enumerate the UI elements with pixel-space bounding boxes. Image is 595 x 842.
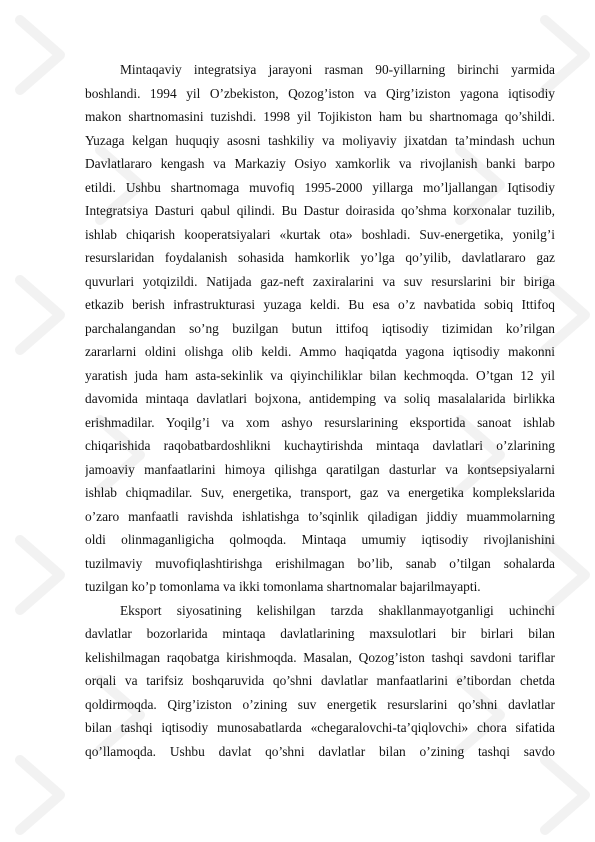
text-line: Yuzaga kelgan huquqiy asosni tashkiliy va moliyaviy jixatdan ta’mindash uchun [85,132,555,148]
text-line: jamoaviy manfaatlarini himoya qilishga qaratilgan dasturlar va kontsepsiyalarni [85,461,555,477]
text-line: kelishilmagan raqobatga kirishmoqda. Masalan, Qozog’iston tashqi savdoni tariflar [85,649,555,665]
text-line: etildi. Ushbu shartnomaga muvofiq 1995-2000 yillarga mo’ljallangan Iqtisodiy [85,179,555,195]
text-line: Eksport siyosatining kelishilgan tarzda shakllanmayotganligi uchinchi [120,602,555,618]
text-line: Davlatlararo kengash va Markaziy Osiyo xamkorlik va rivojlanish banki barpo [85,156,555,171]
text-line: davomida mintaqa davlatlari bojxona, antidemping va soliq masalalarida birlikka [85,391,555,406]
text-line: davlatlar bozorlarida mintaqa davlatlarining maxsulotlari bir birlari bilan [85,626,555,641]
paragraph [85,58,555,599]
text-line: qo’llamoqda. Ushbu davlat qo’shni davlatlar bilan o’zining tashqi savdo [85,743,555,759]
text-line: parchalangandan so’ng buzilgan butun ittifoq iqtisodiy tizimidan ko’rilgan [85,320,555,336]
text-line: orqali va tarifsiz boshqaruvida qo’shni davlatlar manfaatlarini e’tibordan chetda [85,673,555,688]
text-line: o’zaro manfaatli ravishda ishlatishga to’sqinlik qiladigan jiddiy muammolarning [85,508,555,524]
text-line: yaratish juda ham asta-sekinlik va qiyinchiliklar bilan kechmoqda. O’tgan 12 yil [85,367,555,383]
text-line: qoldirmoqda. Qirg’iziston o’zining suv energetik resurslarini qo’shni davlatlar [85,696,555,712]
paragraph [85,599,555,764]
text-line: erishmadilar. Yoqilg’i va xom ashyo resurslarining eksportida sanoat ishlab [85,414,555,430]
text-line: Mintaqaviy integratsiya jarayoni rasman 90-yillarning birinchi yarmida [120,62,555,77]
text-line: etkazib berish infrastrukturasi yuzaga keldi. Bu esa o’z navbatida sobiq Ittifoq [85,297,555,312]
text-line: ishlab chiqarish kooperatsiyalari «kurtak ota» boshladi. Suv-energetika, yonilg’i [85,226,555,242]
text-line: ishlab chiqmadilar. Suv, energetika, transport, gaz va energetika komplekslarida [85,485,555,500]
text-line: resurslaridan foydalanish sohasida hamkorlik yo’lga qo’yilib, davlatlararo gaz [85,250,555,265]
text-line: tuzilmaviy muvofiqlashtirishga erishilmagan bo’lib, sanab o’tilgan sohalarda [85,555,555,571]
text-line: oldi olinmaganligicha qolmoqda. Mintaqa umumiy iqtisodiy rivojlanishini [85,532,555,547]
text-line: zararlarni oldini olishga olib keldi. Ammo haqiqatda yagona iqtisodiy makonni [85,344,555,359]
document-body [85,58,555,763]
text-line: boshlandi. 1994 yil O’zbekiston, Qozog’iston va Qirg’iziston yagona iqtisodiy [85,85,555,101]
text-line: tuzilgan ko’p tomonlama va ikki tomonlama shartnomalar bajarilmayapti. [85,579,481,594]
text-line: chiqarishida raqobatbardoshlikni kuchaytirishda mintaqa davlatlari o’zlarining [85,438,555,453]
text-line: bilan tashqi iqtisodiy munosabatlarda «chegaralovchi-ta’qiqlovchi» chora sifatida [85,720,555,735]
text-line: Integratsiya Dasturi qabul qilindi. Bu Dastur doirasida qo’shma korxonalar tuzilib, [85,203,555,218]
text-line: makon shartnomasini tuzishdi. 1998 yil Tojikiston ham bu shartnomaga qo’shildi. [85,109,555,124]
text-line: quvurlari yotqizildi. Natijada gaz-neft zaxiralarini va suv resurslarini bir biriga [85,273,555,289]
